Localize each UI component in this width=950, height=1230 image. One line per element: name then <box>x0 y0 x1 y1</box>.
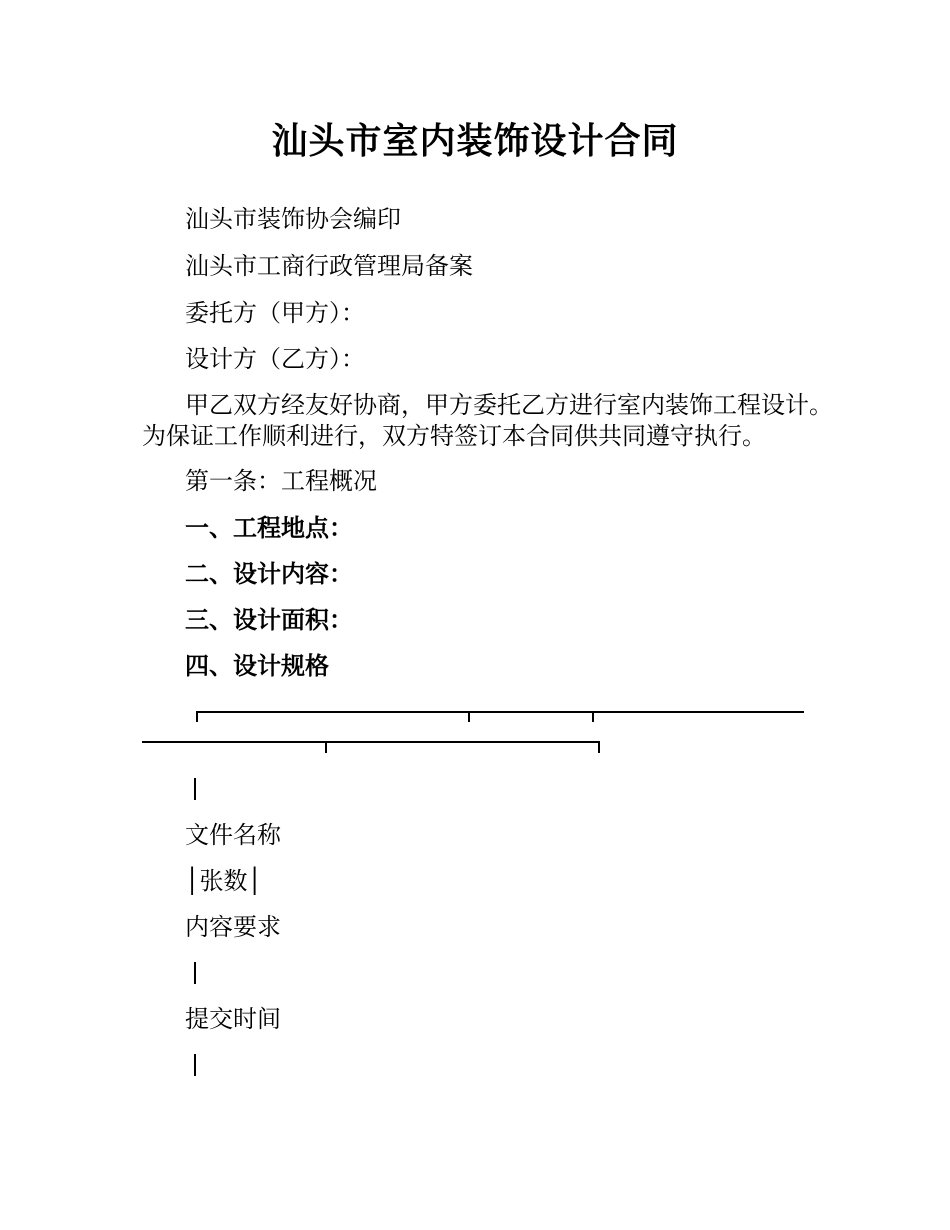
item-project-location: 一、工程地点： <box>185 514 353 542</box>
table-divider <box>194 1054 196 1076</box>
article-1-heading: 第一条：工程概况 <box>185 467 377 495</box>
item-design-area: 三、设计面积： <box>185 606 353 634</box>
registration-line: 汕头市工商行政管理局备案 <box>185 252 473 280</box>
column-submit-time: 提交时间 <box>185 1005 281 1033</box>
party-a-line: 委托方（甲方）： <box>185 299 365 327</box>
table-divider <box>194 962 196 984</box>
column-content-requirements: 内容要求 <box>185 913 281 941</box>
table-divider <box>194 778 196 800</box>
preamble-paragraph: 甲乙双方经友好协商，甲方委托乙方进行室内装饰工程设计。为保证工作顺利进行，双方特签订本合同供共同遵守执行。 <box>142 391 833 450</box>
publisher-line: 汕头市装饰协会编印 <box>185 205 401 233</box>
column-file-name: 文件名称 <box>185 821 281 849</box>
party-b-line: 设计方（乙方）： <box>185 345 365 373</box>
document-title: 汕头市室内装饰设计合同 <box>271 121 679 162</box>
item-design-spec: 四、设计规格 <box>185 652 329 680</box>
item-design-content: 二、设计内容： <box>185 560 353 588</box>
column-sheets: │张数│ <box>185 867 262 895</box>
